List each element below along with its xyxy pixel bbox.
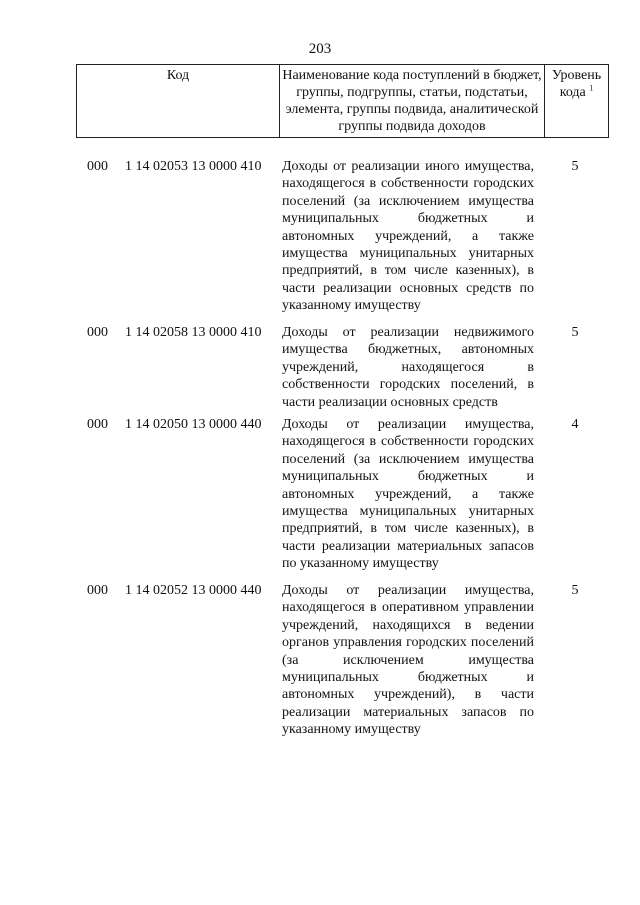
row-revenue-code: 1 14 02053 13 0000 410: [125, 159, 262, 174]
table-header: [76, 64, 609, 138]
row-admin-code: 000: [87, 159, 108, 174]
header-level-label: Уровень кода: [551, 68, 602, 100]
row-level: 5: [571, 583, 579, 598]
row-name: Доходы от реализации недвижимого имущества бюджетных, автономных учреждений, находящегося в собственности городских поселений, в части реализации основных средств: [282, 325, 534, 410]
header-name: Наименование кода поступлений в бюджет, группы, подгруппы, статьи, подстатьи, элемента, группы подвида, аналитической группы подвида доходов: [280, 65, 545, 137]
header-level-footnote: 1: [589, 83, 594, 93]
header-code: Код: [77, 65, 280, 137]
row-name: Доходы от реализации иного имущества, находящегося в собственности городских поселений (за исключением имущества муниципальных бюджетных и автономных учреждений, а также имущества муниципальных унитарных предприятий, в том числе казенных), в части реализации основных средств по указанному имуществу: [282, 159, 534, 314]
row-revenue-code: 1 14 02052 13 0000 440: [125, 583, 262, 598]
header-level: [545, 65, 608, 137]
row-level: 5: [571, 325, 579, 340]
row-name: Доходы от реализации имущества, находящегося в собственности городских поселений (за исключением имущества муниципальных бюджетных и автономных учреждений, а также имущества муниципальных унитарных предприятий, в том числе казенных), в части реализации материальных запасов по указанному имуществу: [282, 417, 534, 572]
row-admin-code: 000: [87, 583, 108, 598]
page-number: 203: [308, 41, 332, 57]
row-level: 5: [571, 159, 579, 174]
row-name: Доходы от реализации имущества, находящегося в оперативном управлении учреждений, находящихся в ведении органов управления городских поселений (за исключением имущества муниципальных бюджетных и автономных учреждений), в части реализации материальных запасов по указанному имуществу: [282, 583, 534, 738]
row-level: 4: [571, 417, 579, 432]
row-admin-code: 000: [87, 417, 108, 432]
row-revenue-code: 1 14 02058 13 0000 410: [125, 325, 262, 340]
row-admin-code: 000: [87, 325, 108, 340]
row-revenue-code: 1 14 02050 13 0000 440: [125, 417, 262, 432]
